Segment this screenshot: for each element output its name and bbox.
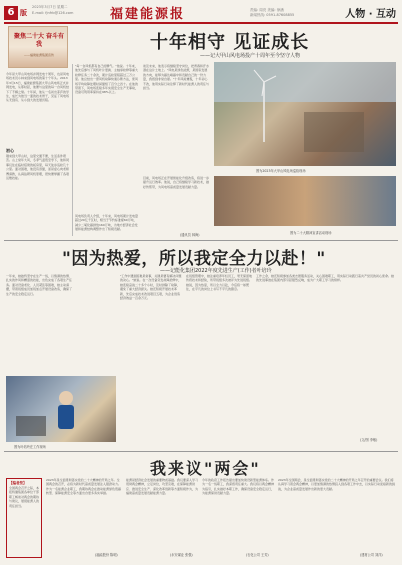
- wind-farm-photo: [214, 62, 396, 166]
- section-rule-1: [4, 240, 398, 241]
- column-divider: [72, 64, 73, 236]
- feature3-author1: (福能股份 陈明): [95, 553, 118, 557]
- feature2-col1: 一年来，她始终坚守在生产一线，以饱满的热情、扎实的作风和精湛的技能，出色完成了各项生产任务。面对设备老化、人员紧张等困难，她主动请缨，带领班组成员加班加点开展设备改造，确保了生产的安全稳定运行。: [6, 274, 73, 296]
- feature2-author: (文/图 李敏): [360, 438, 378, 442]
- feature2-col2: "工作中遇到困难是常事，关键是要有解决问题的决心。"她说。在一次设备突发故障抢修中，她连续奋战二十多个小时，及时排除了故障，避免了重大经济损失。她还积极开展技术革新，先后完成技术改进项目五项，为企业创造经济效益一百余万元。: [120, 274, 182, 301]
- feature3-col3: 今年的政府工作报告提出要加快建设新型能源体系。作为一名一线职工，我深感责任重大。我们将以两会精神为指引，扎实做好本职工作，确保设备安全稳定运行，为能源保供贡献力量。: [202, 478, 274, 496]
- feature2-headline: "因为热爱，所以我定全力以赴！": [62, 249, 326, 269]
- worker-photo: [6, 376, 116, 442]
- poster-subtitle: ——福建能源集团宣传: [23, 53, 54, 57]
- feature1-left-head: 初心: [6, 148, 14, 153]
- feature3-author3: (石化公司 王芳): [246, 553, 269, 557]
- feature1-mid-col2: 风电场负责人介绍，十年来，风电场累计发电量超过20亿千瓦时，相当于节约标准煤60万吨，减少二氧化碳排放160万吨，为地方经济社会发展和能源结构调整作出了积极贡献。: [75, 214, 139, 232]
- feature3-col4: 2023年全国两会，是全面贯彻落实党的二十大精神的开局之年召开的重要会议。我们将认真学习领会两会精神，以更加饱满的热情投入到各项工作中去，以实际行动迎接新的挑战，为企业高质量发展作出新的更大贡献。: [278, 478, 396, 491]
- feature1-left-col: 今年是大甲山风电场并网发电十周年，也是风电场技术员小林来到风电场的第十个年头。2013年3月15日，福建能源集团大甲山风电场正式并网发电，从那时起，他便与这里的每一台风机结下了不解之缘。十年间，他从一名初出茅庐的学生，成长为独当一面的技术骨干，见证了风电场从无到有、从小到大的发展历程。: [6, 72, 70, 103]
- poster-image: [8, 26, 68, 68]
- wind-turbine-icon: [214, 62, 396, 166]
- feature2-col3: 在班组管理中，她注重培养年轻员工，毫无保留地传授技术和经验，所带班组多次被评为先进班组。她说，因为热爱，所以全力以赴，今后将一如既往，在平凡的岗位上书写不平凡的篇章。: [186, 274, 252, 292]
- header-rule: [4, 22, 398, 24]
- feature1-right-col2: 目前，风电场正在开展智能化升级改造，将进一步提升运行效率。他说，自己将继续学习新技术，做好传帮带，为风电场高质量发展贡献力量。: [143, 176, 209, 189]
- feature1-right-col: 谈及未来，他表示将继续坚守岗位，把青春和汗水洒在这片土地上。"风电是绿色能源，是国家发展的方向，能够为碳达峰碳中和贡献自己的一份力量，我感到非常自豪。"十年风雨兼程，十年初心不改，他用实际行动诠释了新时代能源人的责任与担当。: [143, 64, 209, 91]
- feature1-subhead: ——记大甲山风电场投产十周年至今坚守人物: [200, 53, 301, 59]
- feature2-col4: 工作之余，她还积极参加各类志愿服务活动，关心困难职工，用实际行动践行着共产党员的初心使命。她的先进事迹在集团内部引起强烈反响，成为广大职工学习的榜样。: [256, 274, 394, 283]
- feature1-mid-col: "每一台风机都有自己的脾气。"他说。十年来，他先后参与了风机叶片更换、主轴承检修等重大检修任务二十余次，累计巡检里程超过三万公里。他总结出一套风机故障快速诊断方法，使风场平均故障处理时间缩短了百分之四十。在他的带领下，风电场连续多年实现安全生产无事故，设备可利用率保持在98%以上。: [75, 64, 139, 95]
- email-line: E-mail: fjnfrb@126.com: [32, 11, 74, 15]
- editor-note-box: [6, 478, 42, 558]
- worker-caption: 图为叶培玲在工作现场: [14, 445, 46, 449]
- masthead: 福建能源报: [110, 7, 186, 22]
- feature1-left-col2: 刚来到大甲山时，这里交通不便，生活条件艰苦。山上常年大风，冬季气温低至零下，他和同事们住在临时搭建的板房里，每天徒步巡检几十公里。面对困难，他没有退缩，而是虚心向老师傅请教，认真钻研风机原理，很快便掌握了各项运维技能。: [6, 154, 70, 181]
- event-photo: [214, 176, 396, 226]
- section-title: 人物 · 互动: [345, 9, 396, 20]
- worker-icon: [6, 376, 116, 442]
- date-line: 2023年3月7日 星期二: [32, 5, 68, 9]
- page-number: 6: [4, 6, 18, 20]
- feature1-author: (通讯员 林海): [180, 233, 200, 237]
- feature3-col1: 2023年是全面贯彻落实党的二十大精神的开局之年。全国两会的召开，必将为新时代高质量发展注入强劲动力。作为一名能源企业职工，我期待两会在推动能源绿色低碳转型、保障能源安全等方面出台更多务实举措。: [46, 478, 122, 496]
- poster-title: 聚焦二十大 奋斗有我: [13, 33, 65, 48]
- feature3-author4: (建材公司 刘洋): [360, 553, 383, 557]
- feature3-col2: 能源是经济社会发展的重要物质基础。我们要深入学习贯彻两会精神，立足岗位，攻坚克难，在保障能源供应、推进安全生产、深化改革创新等方面积极作为，为福建高质量发展贡献能源力量。: [126, 478, 198, 496]
- event-caption: 图为二十大精神宣讲活动现场: [290, 231, 332, 235]
- feature1-headline: 十年相守 见证成长: [150, 32, 310, 53]
- editor-note-title: 【编者按】: [9, 481, 27, 485]
- feature2-subhead: ——记能化集团2022年度先进生产(工作)者叶培玲: [160, 268, 272, 274]
- feature3-author2: (永安煤业 张强): [170, 553, 193, 557]
- wind-farm-caption: 图为2023年大甲山风电场巡检现场: [256, 169, 306, 173]
- editor-note-text: 全国两会召开之际，本报特邀集团各单位干部职工畅谈对两会的期待与建议，展现能源人的责任担当。: [9, 486, 39, 508]
- feature3-headline: 我来议"两会": [150, 459, 261, 478]
- page-label: 版: [20, 9, 27, 17]
- section-rule-2: [4, 451, 398, 452]
- hotline: 新闻热线: 0591-87608855: [250, 13, 295, 17]
- editor-line: 责编: 周亮 美编: 徐涵: [250, 8, 284, 12]
